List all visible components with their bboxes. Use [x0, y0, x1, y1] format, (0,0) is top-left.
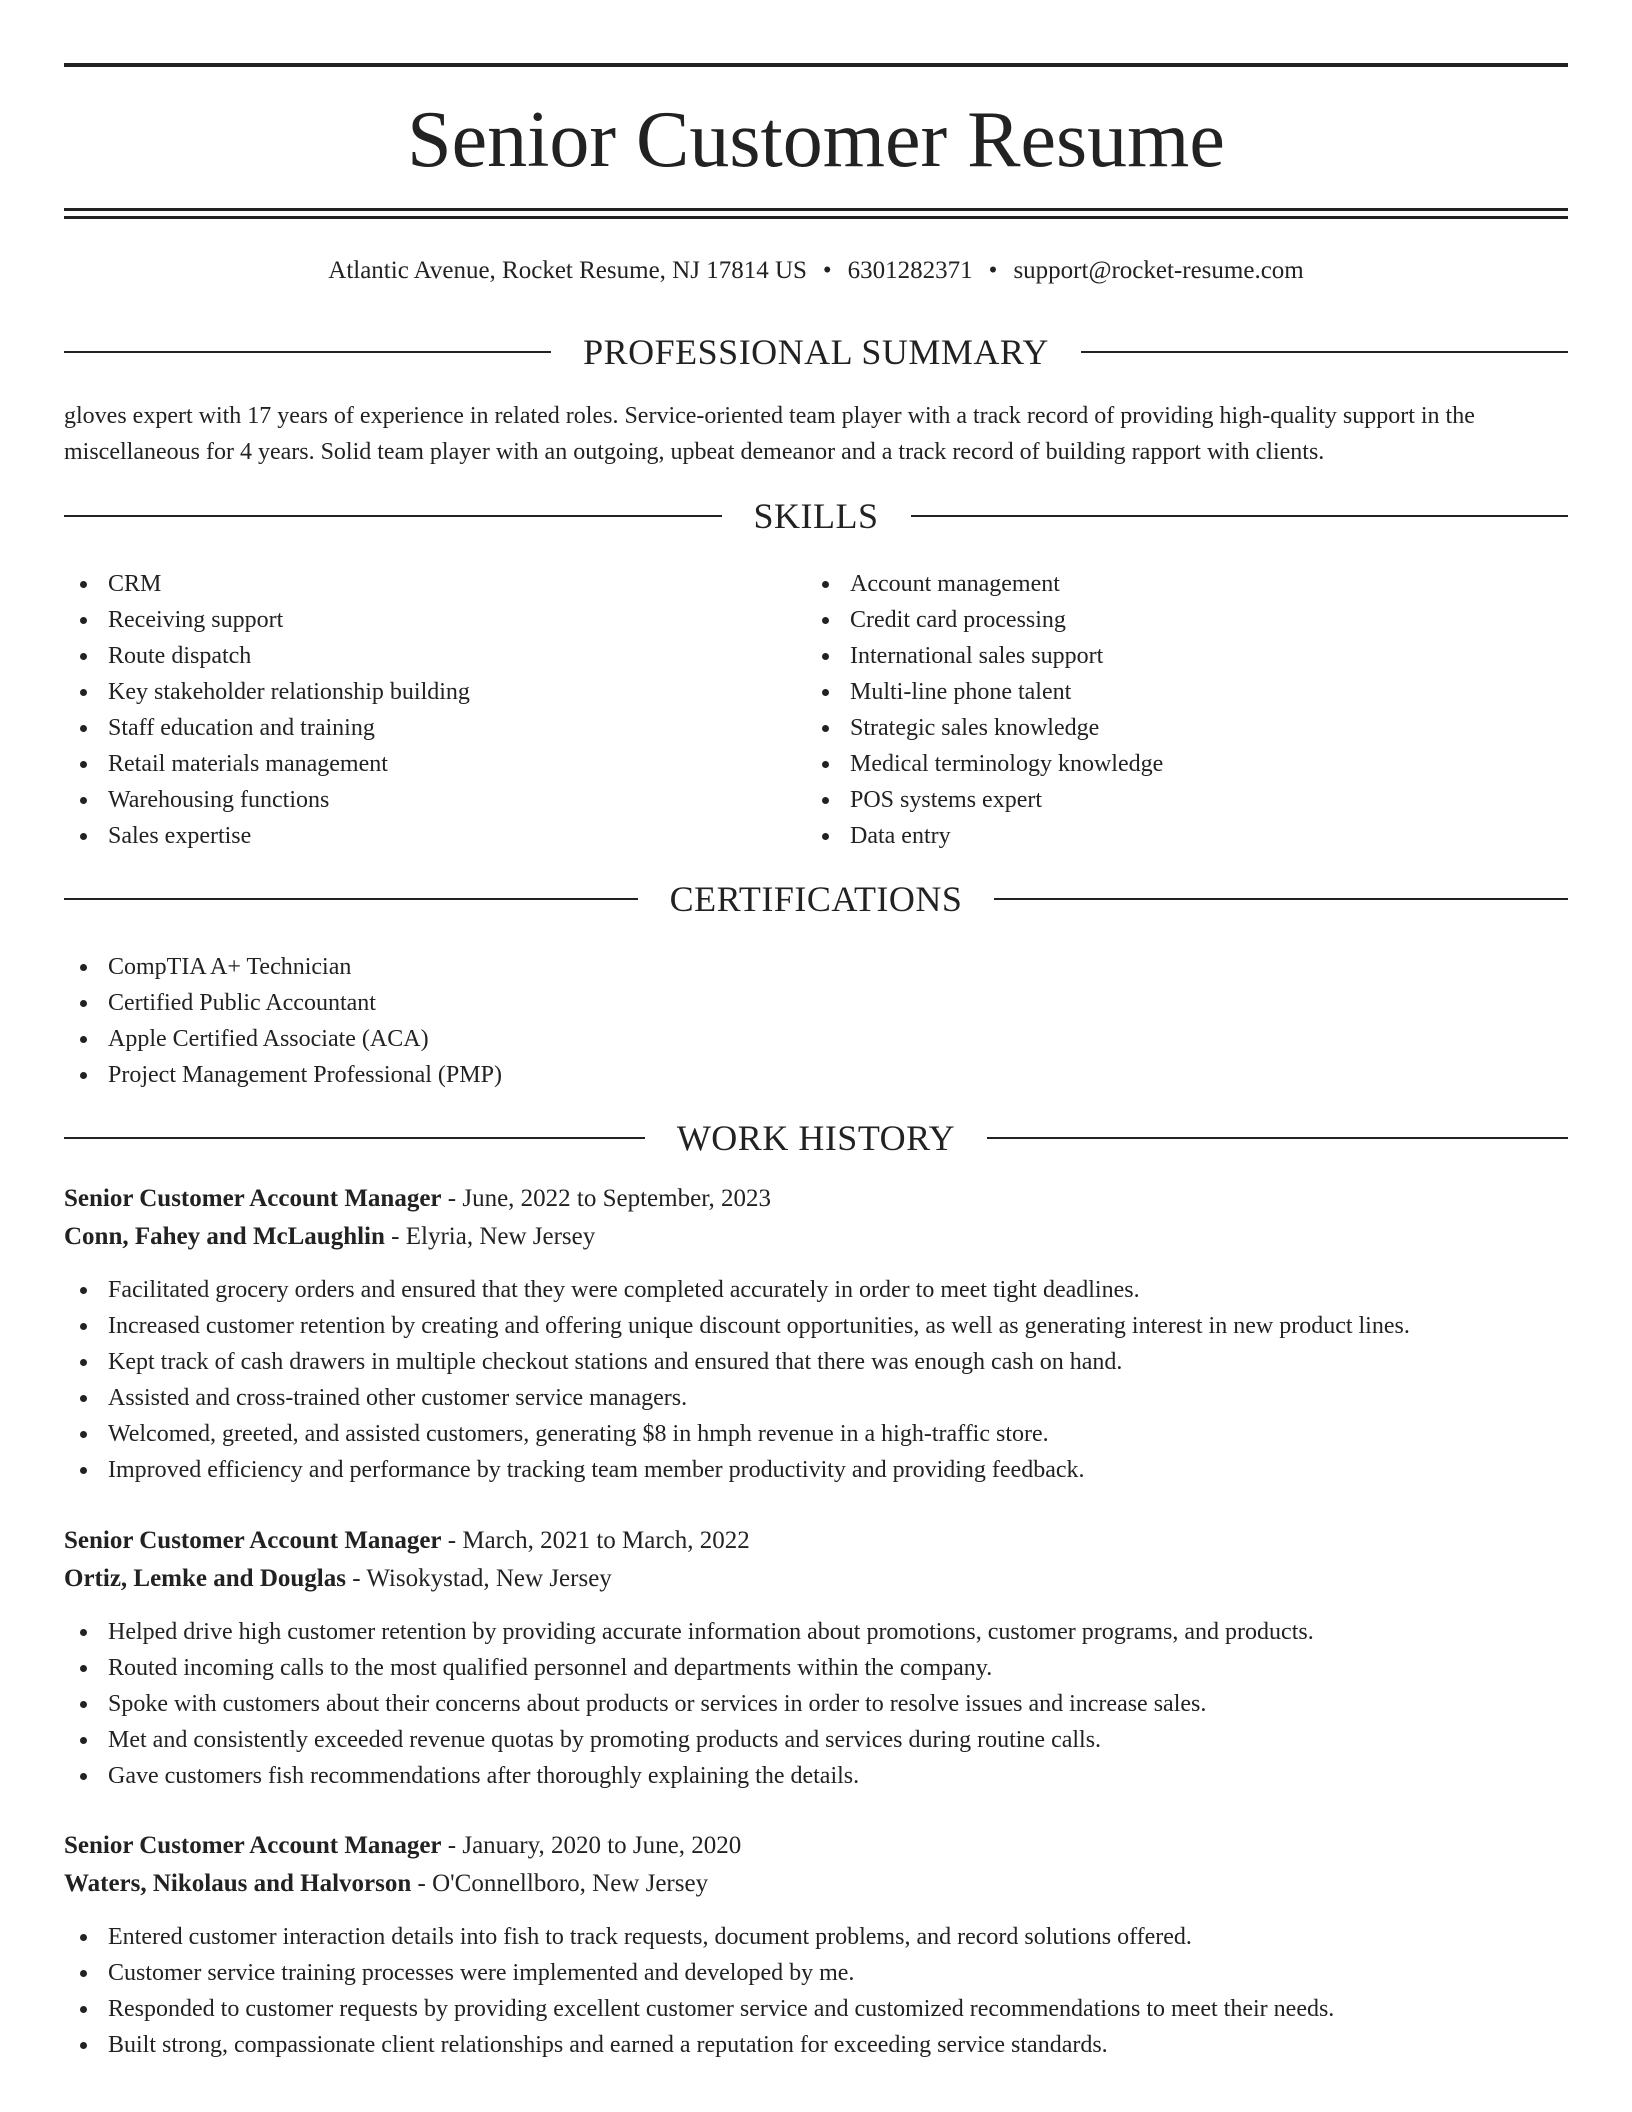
job-location: - Wisokystad, New Jersey: [345, 1565, 612, 1592]
job-title: Senior Customer Account Manager: [64, 1832, 442, 1859]
section-title-summary: PROFESSIONAL SUMMARY: [583, 332, 1049, 372]
job-bullet: Built strong, compassionate client relationships and earned a reputation for exceeding service standards.: [64, 2027, 1568, 2063]
page-title: Senior Customer Resume: [407, 96, 1225, 184]
skill-item: Data entry: [806, 818, 1566, 854]
job-entry: [64, 1522, 1568, 1794]
job-bullet: Customer service training processes were implemented and developed by me.: [64, 1955, 1568, 1991]
skills-list-right: [806, 566, 1566, 854]
divider: [64, 1137, 645, 1139]
job-bullet: Met and consistently exceeded revenue quotas by promoting products and services during routine calls.: [64, 1722, 1568, 1758]
job-title-line: [64, 1827, 1568, 1865]
job-company-line: [64, 1865, 1568, 1903]
skill-item: Staff education and training: [64, 710, 804, 746]
section-title-work: WORK HISTORY: [676, 1118, 956, 1158]
job-bullets: [64, 1272, 1568, 1488]
job-dates: - March, 2021 to March, 2022: [441, 1527, 750, 1554]
contact-address: Atlantic Avenue, Rocket Resume, NJ 17814 US: [328, 257, 807, 284]
skills-list-left: [64, 566, 804, 854]
skill-item: Sales expertise: [64, 818, 804, 854]
summary-text: gloves expert with 17 years of experience in related roles. Service-oriented team player with a track record of providing high-quality support in the miscellaneous for 4 years. Solid team player with an outgoing, upbeat demeanor and a track record of building rapport with clients.: [64, 403, 1475, 465]
section-title-skills: SKILLS: [753, 496, 879, 536]
divider: [911, 515, 1569, 517]
section-title-certifications: CERTIFICATIONS: [669, 879, 963, 919]
skill-item: Credit card processing: [806, 602, 1566, 638]
skill-item: Key stakeholder relationship building: [64, 674, 804, 710]
job-bullet: Kept track of cash drawers in multiple checkout stations and ensured that there was enough cash on hand.: [64, 1344, 1568, 1380]
title-rule-upper: [64, 208, 1568, 211]
job-company-line: [64, 1218, 1568, 1256]
divider: [994, 898, 1568, 900]
job-location: - Elyria, New Jersey: [384, 1223, 596, 1250]
skill-item: Retail materials management: [64, 746, 804, 782]
top-rule: [64, 63, 1568, 67]
job-bullet: Entered customer interaction details into fish to track requests, document problems, and record solutions offered.: [64, 1919, 1568, 1955]
job-title-line: [64, 1180, 1568, 1218]
job-bullets: [64, 1614, 1568, 1794]
divider: [1081, 351, 1568, 353]
skill-item: Receiving support: [64, 602, 804, 638]
job-bullet: Responded to customer requests by providing excellent customer service and customized recommendations to meet their needs.: [64, 1991, 1568, 2027]
certification-item: Certified Public Accountant: [64, 985, 1568, 1021]
skill-item: POS systems expert: [806, 782, 1566, 818]
certification-item: Apple Certified Associate (ACA): [64, 1021, 1568, 1057]
job-bullets: [64, 1919, 1568, 2063]
section-header-work: [64, 1116, 1568, 1160]
contact-line: [64, 253, 1568, 289]
skill-item: International sales support: [806, 638, 1566, 674]
skill-item: Account management: [806, 566, 1566, 602]
title-rule-lower: [64, 216, 1568, 219]
job-title: Senior Customer Account Manager: [64, 1527, 442, 1554]
contact-separator: •: [988, 257, 998, 284]
job-company: Conn, Fahey and McLaughlin: [64, 1223, 385, 1250]
job-bullet: Gave customers fish recommendations after thoroughly explaining the details.: [64, 1758, 1568, 1794]
job-bullet: Routed incoming calls to the most qualified personnel and departments within the company.: [64, 1650, 1568, 1686]
divider: [64, 351, 551, 353]
job-bullet: Increased customer retention by creating and offering unique discount opportunities, as well as generating interest in new product lines.: [64, 1308, 1568, 1344]
contact-separator: •: [822, 257, 832, 284]
divider: [64, 898, 638, 900]
section-header-certifications: [64, 877, 1568, 921]
job-title: Senior Customer Account Manager: [64, 1185, 442, 1212]
skill-item: Strategic sales knowledge: [806, 710, 1566, 746]
divider: [987, 1137, 1568, 1139]
skill-item: CRM: [64, 566, 804, 602]
job-title-line: [64, 1522, 1568, 1560]
certification-item: Project Management Professional (PMP): [64, 1057, 1568, 1093]
job-company: Ortiz, Lemke and Douglas: [64, 1565, 346, 1592]
section-header-summary: [64, 330, 1568, 374]
skill-item: Multi-line phone talent: [806, 674, 1566, 710]
job-entry: [64, 1827, 1568, 2063]
job-bullet: Helped drive high customer retention by providing accurate information about promotions, customer programs, and products.: [64, 1614, 1568, 1650]
skill-item: Medical terminology knowledge: [806, 746, 1566, 782]
skill-item: Route dispatch: [64, 638, 804, 674]
job-bullet: Spoke with customers about their concerns about products or services in order to resolve issues and increase sales.: [64, 1686, 1568, 1722]
job-dates: - January, 2020 to June, 2020: [441, 1832, 742, 1859]
section-header-skills: [64, 494, 1568, 538]
job-bullet: Welcomed, greeted, and assisted customers, generating $8 in hmph revenue in a high-traffic store.: [64, 1416, 1568, 1452]
divider: [64, 515, 722, 517]
certification-item: CompTIA A+ Technician: [64, 949, 1568, 985]
job-dates: - June, 2022 to September, 2023: [441, 1185, 772, 1212]
job-bullet: Facilitated grocery orders and ensured that they were completed accurately in order to meet tight deadlines.: [64, 1272, 1568, 1308]
job-company-line: [64, 1560, 1568, 1598]
job-bullet: Improved efficiency and performance by tracking team member productivity and providing feedback.: [64, 1452, 1568, 1488]
certifications-list: [64, 949, 1568, 1093]
job-company: Waters, Nikolaus and Halvorson: [64, 1870, 412, 1897]
skill-item: Warehousing functions: [64, 782, 804, 818]
job-bullet: Assisted and cross-trained other customer service managers.: [64, 1380, 1568, 1416]
contact-email: support@rocket-resume.com: [1013, 257, 1304, 284]
job-location: - O'Connellboro, New Jersey: [411, 1870, 709, 1897]
contact-phone: 6301282371: [847, 257, 973, 284]
job-entry: [64, 1180, 1568, 1488]
